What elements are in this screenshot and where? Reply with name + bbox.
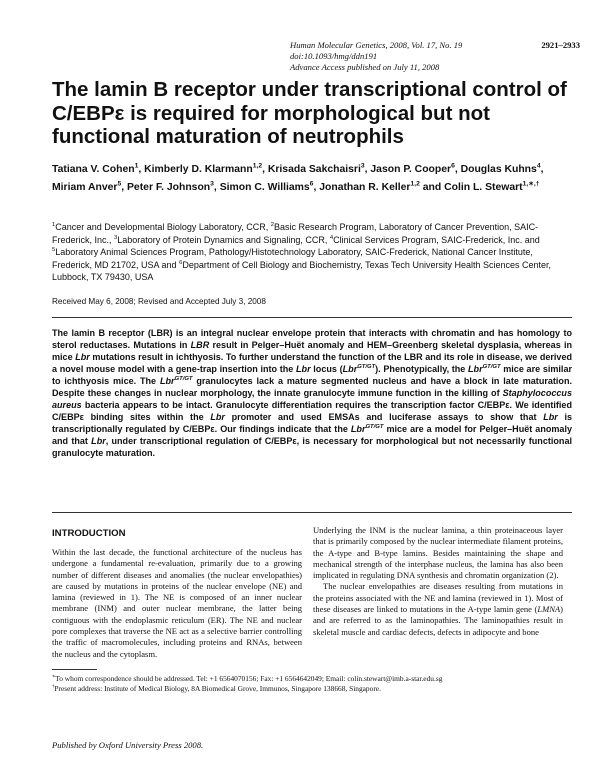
affiliation-text: Department of Cell Biology and Biochemistry, Texas Tech University Health Sciences Center, Lubbock, TX 79430, USA: [52, 259, 551, 282]
abstract-run: Lbr: [296, 364, 311, 374]
author-separator: ,: [213, 181, 220, 193]
author-affiliation-mark: 1,2: [410, 180, 420, 188]
author-affiliation-mark: 3: [210, 180, 214, 188]
intro-paragraph-2: Underlying the INM is the nuclear lamina, a thin proteinaceous layer that is primarily composed by the nuclear intermediate filament proteins, the A-type and B-type lamins. Besides maintaining the shape and mechanical strength of the interphase nucleus, the lamina has also been implicated in regulating DNA synthesis and chromatin organization (2).: [313, 525, 563, 581]
author-affiliation-mark: 4: [536, 162, 541, 170]
body-column-right: [313, 525, 563, 638]
footnote: [52, 684, 572, 694]
abstract-run: Lbr: [468, 364, 483, 374]
abstract-bottom-rule: [52, 512, 572, 513]
intro-run: The nuclear envelopathies are diseases resulting from mutations in the proteins associated with the NE and lamina (reviewed in 1). Most of these diseases are linked to mutations in the A-type lamin gene (: [313, 581, 563, 615]
abstract-run: promoter and used EMSAs and luciferase assays to show that: [224, 412, 544, 422]
abstract-run: granulocytes lack a mature segmented nucleus and have a block in late maturation. Despite these changes in nuclear morphology, the innate granulocyte immune function in the killing of: [52, 376, 572, 398]
footnote: [52, 674, 572, 684]
abstract-run: Lbr: [210, 412, 225, 422]
journal-header: [290, 40, 580, 73]
abstract-run: bacteria appears to be intact. Granulocyte differentiation requires the transcription factor C/EBPε. We identified C/EBPε binding sites within the: [52, 400, 572, 422]
author-affiliation-mark: 3: [360, 162, 365, 170]
abstract-top-rule: [52, 317, 572, 318]
affiliation-number: 5: [52, 247, 56, 253]
abstract-run: LBR: [190, 340, 210, 350]
affiliation-text: Clinical Services Program, SAIC-Frederick, Inc. and: [333, 234, 540, 245]
abstract-run: Lbr: [91, 436, 106, 446]
author-name: Peter F. Johnson: [127, 181, 211, 193]
affiliation-text: Basic Research Program, Laboratory of Cancer Prevention, SAIC-Frederick, Inc.,: [52, 222, 539, 245]
affiliation-number: 1: [52, 222, 56, 228]
footnote-mark: †: [52, 684, 55, 690]
received-dates: Received May 6, 2008; Revised and Accepted July 3, 2008: [52, 297, 266, 306]
introduction-heading: INTRODUCTION: [52, 528, 126, 539]
affiliation-text: Cancer and Developmental Biology Laboratory, CCR,: [55, 222, 271, 232]
abstract-run: Lbr: [159, 376, 175, 386]
abstract-run: Lbr: [342, 364, 358, 374]
abstract-run: GT/GT: [365, 423, 384, 430]
author-name: Kimberly D. Klarmann: [144, 164, 253, 175]
affiliation-number: 6: [179, 259, 183, 266]
abstract-run: ). Phenotypically, the: [375, 364, 469, 374]
abstract-run: , under transcriptional regulation of C/EBPε, is necessary for morphological but not necessarily functional granulocyte maturation.: [52, 436, 572, 458]
advance-access: Advance Access published on July 11, 2008: [290, 62, 440, 72]
footnote-text: To whom correspondence should be addressed. Tel: +1 6564070156; Fax: +1 6564642049; Email: colin.stewart@imb.a-star.edu.sg: [55, 674, 443, 683]
author-list: [52, 161, 572, 196]
author-name: and Colin L. Stewart: [422, 181, 523, 193]
abstract-run: GT/GT: [482, 363, 501, 370]
intro-paragraph-3: [313, 581, 563, 637]
affiliations: [52, 221, 572, 284]
abstract-run: The lamin B receptor (LBR) is an integral nuclear envelope protein that interacts with chromatin and has homology to sterol reductases. Mutations in: [52, 328, 572, 350]
affiliation-number: 4: [329, 234, 334, 241]
author-name: Simon C. Williams: [219, 181, 310, 193]
author-separator: ,: [454, 164, 461, 175]
page-range: 2921–2933: [541, 40, 580, 50]
author-name: Tatiana V. Cohen: [52, 164, 135, 175]
author-separator: ,: [540, 164, 544, 175]
abstract-run: GT/GT: [174, 375, 193, 382]
footnote-text: Present address: Institute of Medical Biology, 8A Biomedical Grove, Immunos, Singapore 138668, Singapore.: [54, 684, 381, 693]
author-affiliation-mark: 1,∗,†: [522, 180, 540, 188]
affiliation-number: 2: [270, 222, 274, 228]
abstract: [52, 327, 572, 459]
author-separator: ,: [138, 164, 145, 175]
abstract-run: mice are a model for Pelger–Huët anomaly and that: [52, 424, 572, 446]
abstract-run: GT/GT: [357, 363, 376, 370]
abstract-run: Lbr: [75, 352, 90, 362]
abstract-run: Staphylococcus aureus: [52, 388, 572, 410]
doi: doi:10.1093/hmg/ddn191: [290, 51, 378, 61]
publisher-line: Published by Oxford University Press 2008.: [52, 740, 204, 750]
intro-run: LMNA: [537, 604, 561, 615]
footnotes: [52, 674, 572, 694]
author-separator: ,: [364, 164, 371, 175]
author-name: Jason P. Cooper: [370, 164, 452, 175]
abstract-run: mice are similar to ichthyosis mice. The: [52, 364, 572, 386]
body-column-left: [52, 547, 302, 660]
abstract-run: mutations result in ichthyosis. To further understand the function of the LBR and its role in disease, we derived a novel mouse model with a gene-trap insertion into the: [52, 352, 573, 374]
abstract-run: Lbr: [350, 424, 366, 434]
author-name: Miriam Anver: [52, 181, 118, 193]
intro-run: ) and are referred to as the laminopathies. The laminopathies result in skeletal muscle and cardiac defects, defects in adipocyte and bone: [313, 604, 563, 637]
author-separator: ,: [313, 181, 320, 193]
abstract-run: locus (: [310, 364, 343, 374]
journal-citation: Human Molecular Genetics, 2008, Vol. 17, No. 19: [290, 40, 463, 50]
affiliation-number: 3: [114, 234, 118, 241]
author-name: Jonathan R. Keller: [319, 181, 411, 193]
article-title: The lamin B receptor under transcriptional control of C/EBPε is required for morphological but not functional maturation of neutrophils: [52, 78, 567, 148]
author-affiliation-mark: 6: [451, 162, 455, 170]
abstract-run: Lbr: [543, 412, 558, 422]
author-separator: ,: [262, 164, 268, 175]
abstract-run: is transcriptionally regulated by C/EBPε. Our findings indicate that the: [52, 412, 572, 434]
affiliation-text: Laboratory of Protein Dynamics and Signaling, CCR,: [117, 234, 330, 245]
author-name: Douglas Kuhns: [460, 164, 537, 175]
footnote-rule: [52, 669, 97, 670]
footnote-mark: ∗: [52, 674, 56, 680]
author-affiliation-mark: 5: [117, 180, 122, 188]
author-name: Krisada Sakchaisri: [267, 164, 361, 175]
author-affiliation-mark: 1,2: [252, 162, 263, 170]
author-separator: ,: [121, 181, 127, 193]
intro-paragraph-1: Within the last decade, the functional architecture of the nucleus has undergone a fundamental re-evaluation, primarily due to a growing number of different diseases and anomalies (the nuclear envelopathies) are caused by mutations in proteins of the nuclear envelope (NE) and lamina (reviewed in 1). The NE is composed of an inner nuclear membrane (INM) and outer nuclear membrane, the latter being contiguous with the endoplasmic reticulum (ER). The NE and nuclear pore complexes that traverse the NE act as a selective barrier controlling the traffic of macromolecules, including proteins and RNAs, between the nucleus and the cytoplasm.: [52, 547, 302, 659]
author-affiliation-mark: 6: [309, 180, 314, 188]
abstract-run: result in Pelger–Huët anomaly and HEM–Greenberg skeletal dysplasia, whereas in mice: [52, 340, 573, 362]
affiliation-text: Laboratory Animal Sciences Program, Pathology/Histotechnology Laboratory, SAIC-Frederick, National Cancer Institute, Frederick, MD 21702, USA and: [52, 247, 533, 270]
author-affiliation-mark: 1: [134, 162, 139, 170]
